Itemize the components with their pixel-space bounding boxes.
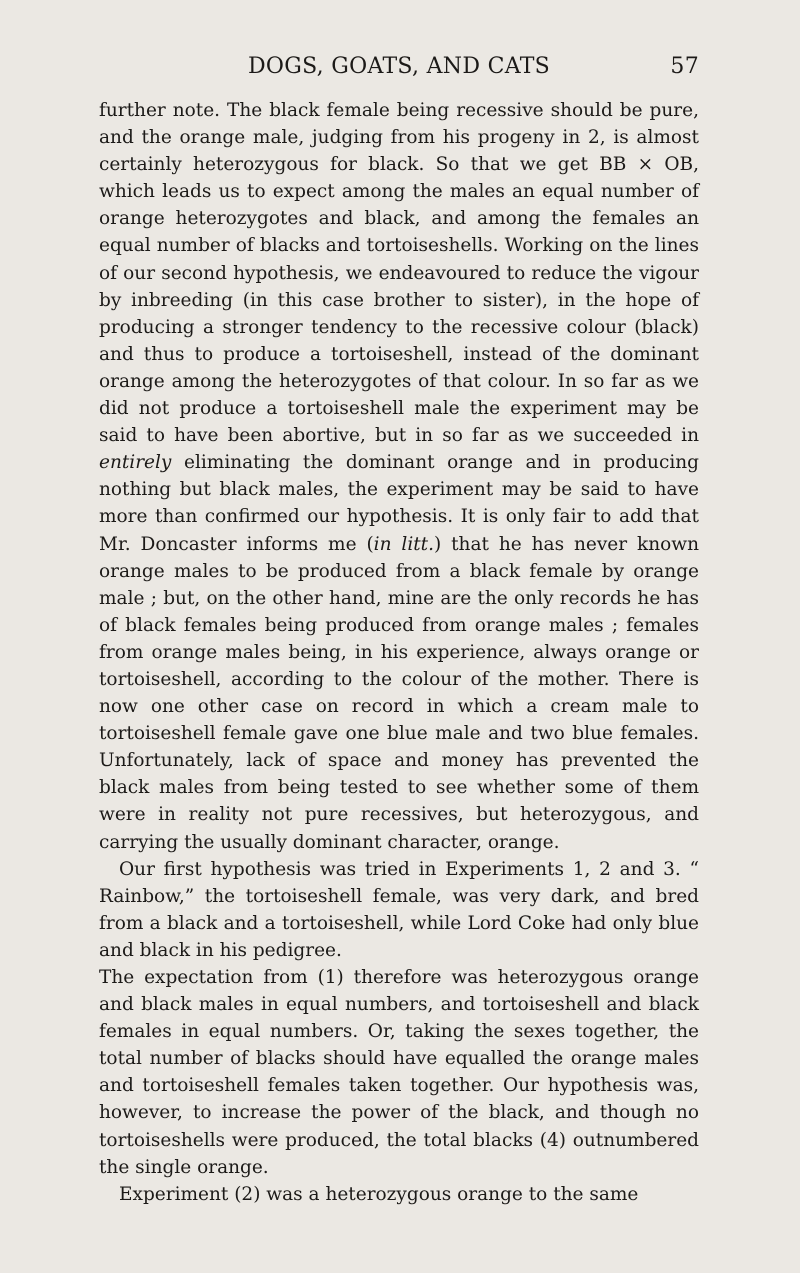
page-header [99, 54, 699, 86]
body-text [99, 97, 699, 1208]
emphasis-text: entirely [99, 452, 172, 474]
text-run: Our first hypothesis was tried in Experiments 1, 2 and 3. “ Rainbow,” the tortoiseshell female, was very dark, and bred from a black and a tortoiseshell, while Lord Coke had only blue and black in his pedigree. [99, 858, 699, 961]
text-run: The expectation from (1) therefore was heterozygous orange and black males in equal numbers, and tortoiseshell and black females in equal numbers. Or, taking the sexes together, the total number of blacks should have equalled the orange males and tortoiseshell females taken together. Our hypothesis was, however, to increase the power of the black, and though no tortoiseshells were produced, the total blacks (4) outnumbered the single orange. [99, 967, 699, 1178]
page-number: 57 [670, 54, 699, 79]
paragraph [99, 1181, 699, 1208]
text-run: eliminating the dominant orange and in producing nothing but black males, the experiment may be said to have more than confirmed our hypothesis. It is only fair to add that Mr. Doncaster informs me ( [99, 452, 699, 555]
text-run: Experiment (2) was a heterozygous orange to the same [119, 1183, 639, 1205]
running-title: DOGS, GOATS, AND CATS [247, 54, 551, 79]
text-run: further note. The black female being recessive should be pure, and the orange male, judging from his progeny in 2, is almost certainly heterozygous for black. So that we get BB × OB, which leads us to expect among the males an equal number of orange heterozygotes and black, and among the females an equal number of blacks and tortoiseshells. Working on the lines of our second hypothesis, we endeavoured to reduce the vigour by inbreeding (in this case brother to sister), in the hope of producing a stronger tendency to the recessive colour (black) and thus to produce a tortoiseshell, instead of the dominant orange among the heterozygotes of that colour. In so far as we did not produce a tortoiseshell male the experiment may be said to have been abortive, but in so far as we succeeded in [99, 100, 699, 447]
text-run: ) that he has never known orange males to be produced from a black female by orange male ; but, on the other hand, mine are the only records he has of black females being produced from orange males ; females from orange males being, in his experience, always orange or tortoiseshell, according to the colour of the mother. There is now one other case on record in which a cream male to tortoiseshell female gave one blue male and two blue females. Unfortunately, lack of space and money has prevented the black males from being tested to see whether some of them were in reality not pure recessives, but heterozygous, and carrying the usually dominant character, orange. [99, 533, 699, 853]
paragraph [99, 964, 699, 1181]
emphasis-text: in litt. [373, 533, 434, 555]
paragraph [99, 856, 699, 964]
paragraph [99, 97, 699, 856]
